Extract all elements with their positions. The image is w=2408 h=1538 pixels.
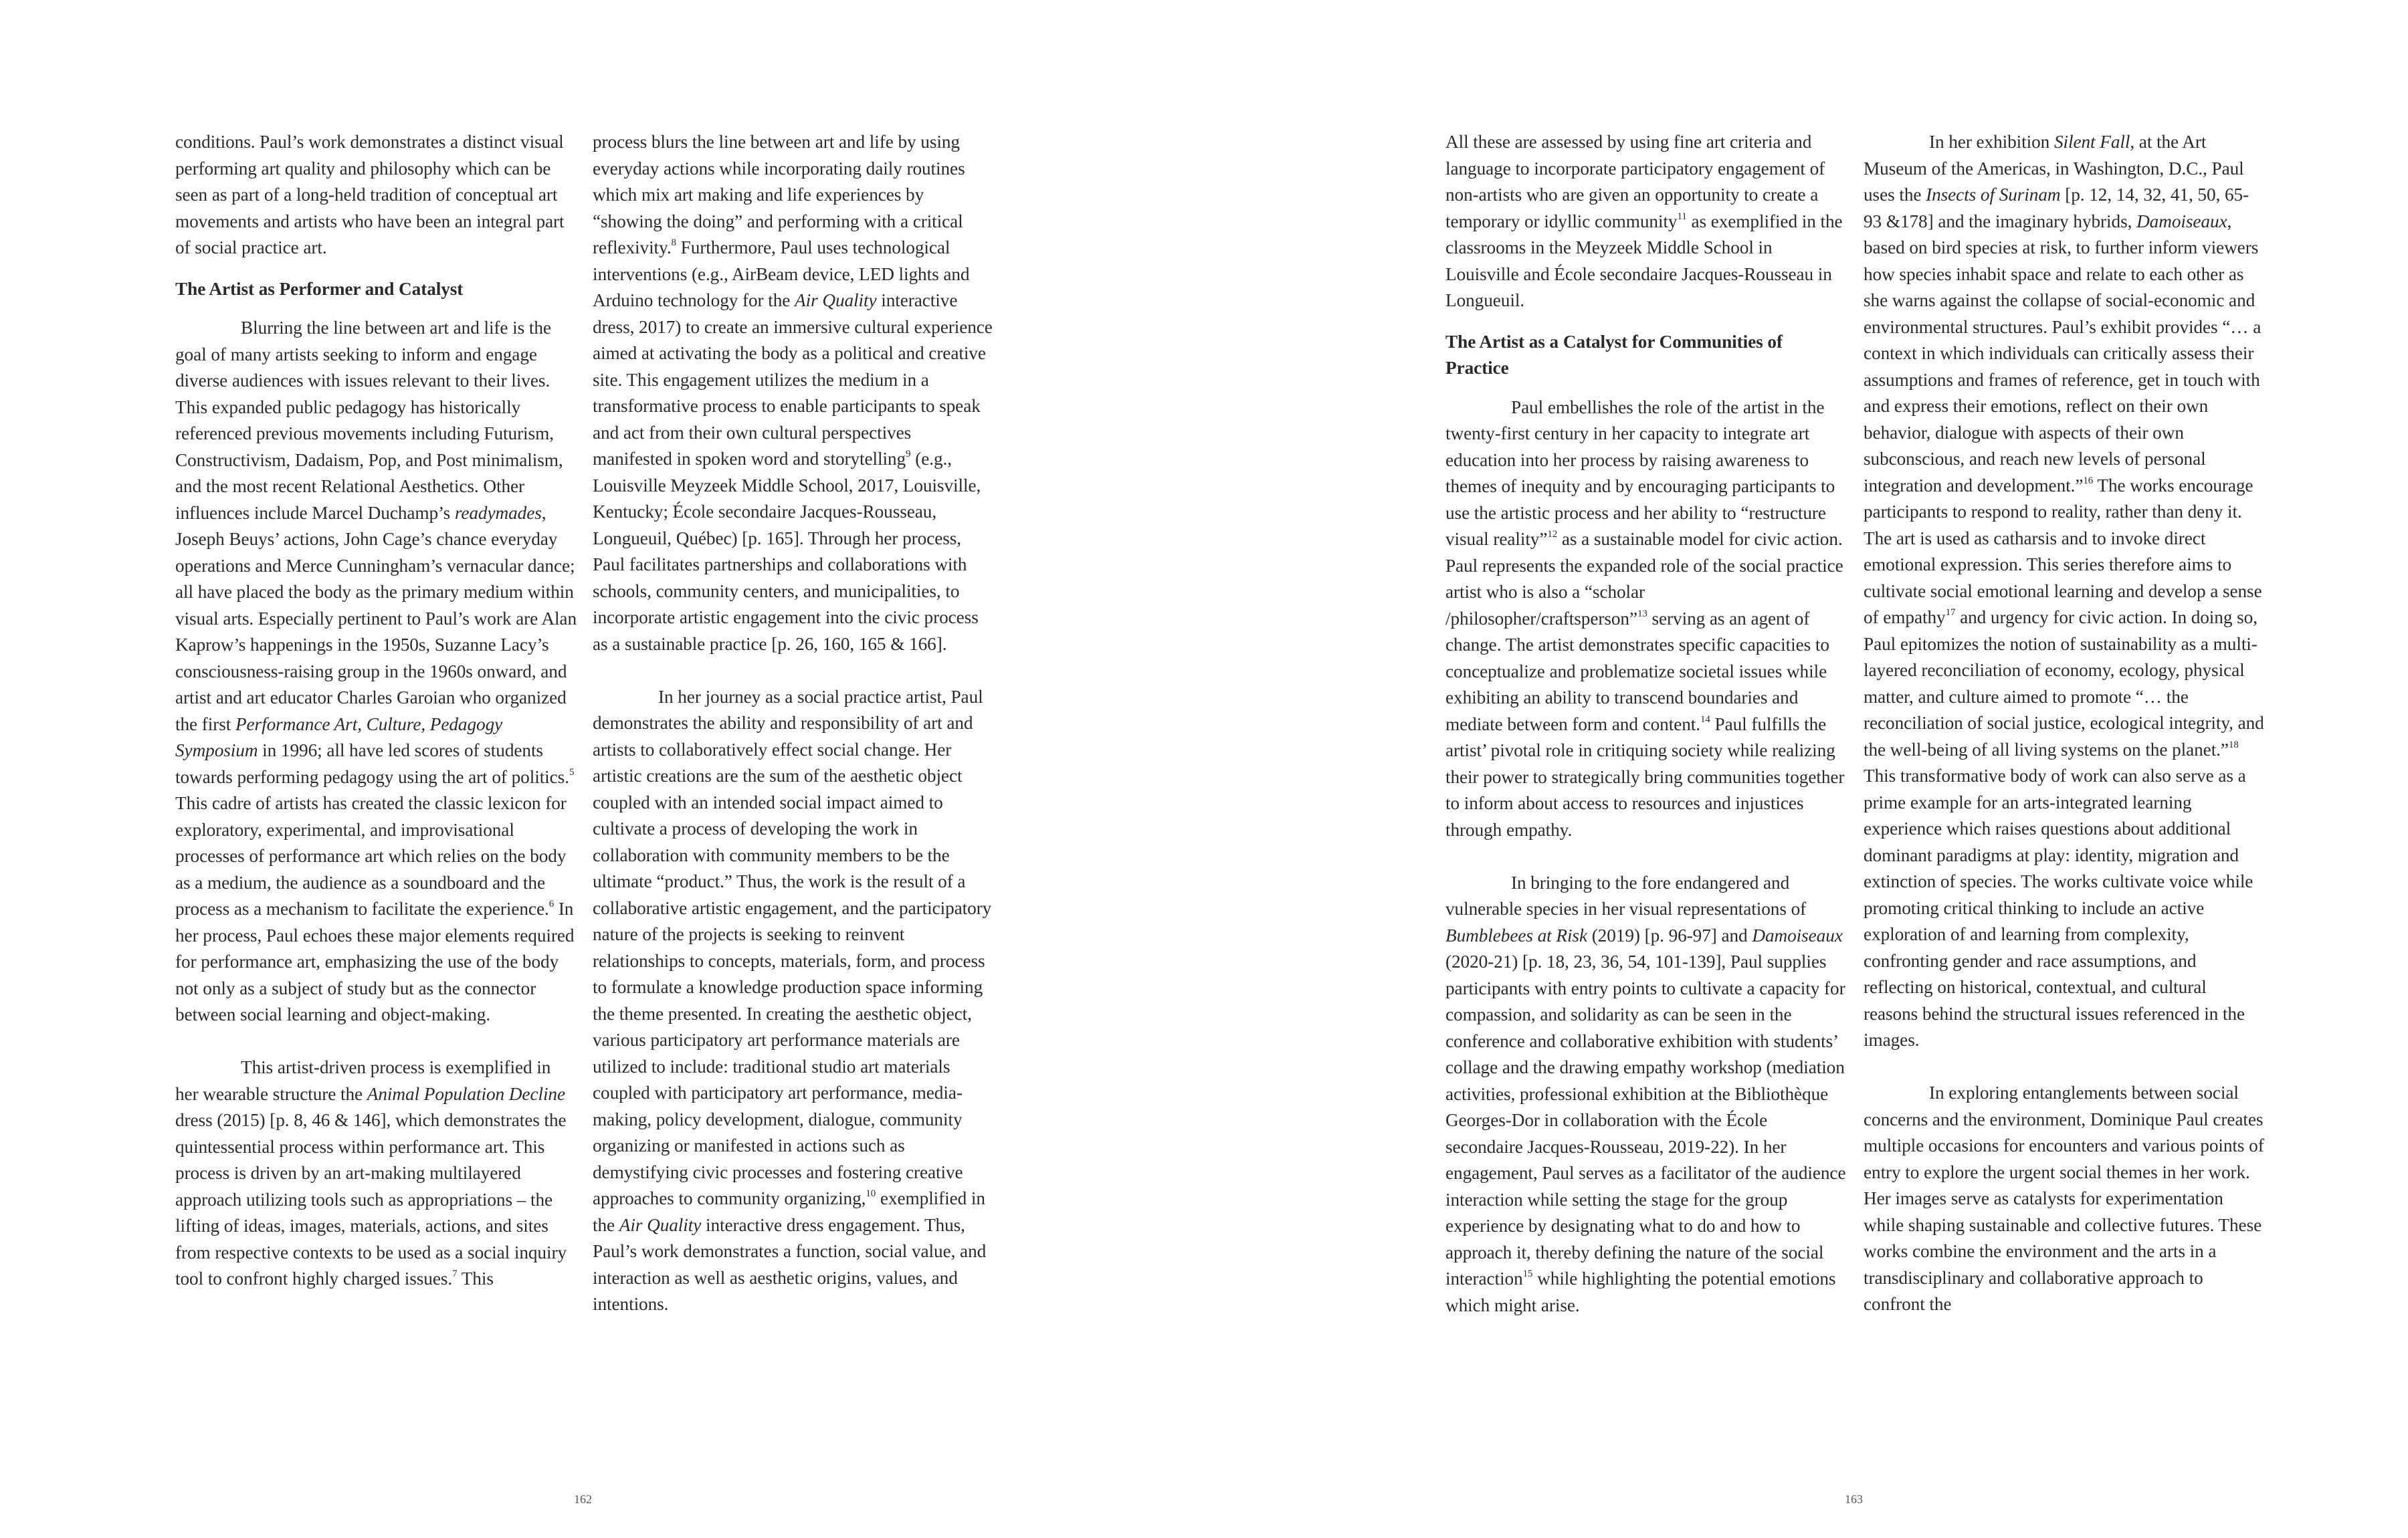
left-page-column-2 xyxy=(593,129,994,1318)
paragraph: All these are assessed by using fine art criteria and language to incorporate participatory engagement of non-artists who are given an opportunity to create a temporary or idyllic community$^{11}$ as exemplified in the classrooms in the Meyzeek Middle School in Louisville and École secondaire Jacques-Rousseau in Longueuil. xyxy=(1445,132,1843,310)
paragraph: In her journey as a social practice artist, Paul demonstrates the ability and responsibility of art and artists to collaboratively effect social change. Her artistic creations are the sum of the aesthetic object coupled with an intended social impact aimed to cultivate a process of developing the work in collaboration with community members to be the ultimate “product.” Thus, the work is the result of a collaborative artistic engagement, and the participatory nature of the projects is seeking to reinvent relationships to concepts, materials, form, and process to formulate a knowledge production space informing the theme presented. In creating the aesthetic object, various participatory art performance materials are utilized to include: traditional studio art materials coupled with participatory art performance, media-making, policy development, dialogue, community organizing or manifested in actions such as demystifying civic processes and fostering creative approaches to community organizing,$^{10}$ exemplified in the Air Quality interactive dress engagement. Thus, Paul’s work demonstrates a function, social value, and interaction as well as aesthetic origins, values, and intentions. xyxy=(593,686,992,1314)
right-page-column-1 xyxy=(1445,129,1847,1319)
footnote-ref: 12 xyxy=(1547,529,1558,540)
page-number-left: 162 xyxy=(574,1493,592,1506)
page-number-right: 163 xyxy=(1845,1493,1863,1506)
paragraph: In exploring entanglements between social concerns and the environment, Dominique Paul creates multiple occasions for encounters and various points of entry to explore the urgent social themes in her work. Her images serve as catalysts for experimentation while shaping sustainable and collective futures. These works combine the environment and the arts in a transdisciplinary and collaborative approach to confront the xyxy=(1864,1083,2264,1314)
footnote-ref: 16 xyxy=(2083,475,2094,486)
footnote-ref: 9 xyxy=(906,449,911,459)
paragraph: conditions. Paul’s work demonstrates a distinct visual performing art quality and philosophy which can be seen as part of a long-held tradition of conceptual art movements and artists who have been an integral part of social practice art. xyxy=(175,132,565,257)
footnote-ref: 14 xyxy=(1700,713,1710,725)
footnote-ref: 18 xyxy=(2228,739,2239,750)
italic-title: Animal Population Decline xyxy=(367,1083,565,1104)
footnote-ref: 10 xyxy=(866,1188,876,1199)
footnote-ref: 5 xyxy=(569,766,575,778)
italic-title: Damoiseaux xyxy=(2136,211,2227,231)
italic-title: Silent Fall, xyxy=(2053,132,2135,152)
footnote-ref: 11 xyxy=(1677,211,1687,222)
italic-title: readymades xyxy=(454,502,542,523)
italic-title: Air Quality xyxy=(795,290,877,310)
left-page-column-1 xyxy=(175,129,577,1293)
italic-title: Performance Art, Culture, Pedagogy Symposium xyxy=(175,713,503,760)
italic-title: Damoiseaux xyxy=(1752,925,1843,946)
footnote-ref: 7 xyxy=(452,1269,458,1279)
right-page-column-2 xyxy=(1864,129,2265,1318)
paragraph: In bringing to the fore endangered and vulnerable species in her visual representations of Bumblebees at Risk (2019) [p. 96-97] and Damoiseaux (2020-21) [p. 18, 23, 36, 54, 101-139], Paul supplies participants with entry points to cultivate a capacity for compassion, and solidarity as can be seen in the conference and collaborative exhibition with students’ collage and the drawing empathy workshop (mediation activities, professional exhibition at the Bibliothèque Georges-Dor in collaboration with the École secondaire Jacques-Rousseau, 2019-22). In her engagement, Paul serves as a facilitator of the audience interaction while setting the stage for the group experience by designating what to do and how to approach it, thereby defining the nature of the social interaction$^{15}$ while highlighting the potential emotions which might arise. xyxy=(1445,872,1846,1315)
footnote-ref: 13 xyxy=(1637,608,1647,619)
paragraph: This artist-driven process is exemplified in her wearable structure the Animal Population Decline dress (2015) [p. 8, 46 & 146], which demonstrates the quintessential process within performance art. This process is driven by an art-making multilayered approach utilizing tools such as appropriations – the lifting of ideas, images, materials, actions, and sites from respective contexts to be used as a social inquiry tool to confront highly charged issues.$^7$ This xyxy=(175,1057,567,1289)
footnote-ref: 8 xyxy=(671,237,676,248)
footnote-ref: 17 xyxy=(1945,607,1956,618)
footnote-ref: 15 xyxy=(1522,1269,1533,1279)
italic-title: Air Quality xyxy=(619,1214,702,1235)
paragraph: Paul embellishes the role of the artist in the twenty-first century in her capacity to integrate art education into her process by raising awareness to themes of inequity and by encouraging participants to use the artistic process and her ability to “restructure visual reality”$^{12}$ as a sustainable model for civic action. Paul represents the expanded role of the social practice artist who is also a “scholar /philosopher/craftsperson”$^{13}$ serving as an agent of change. The artist demonstrates specific capacities to conceptualize and problematize societal issues while exhibiting an ability to transcend boundaries and mediate between form and content.$^{14}$ Paul fulfills the artist’ pivotal role in critiquing society while realizing their power to strategically bring communities together to inform about access to resources and injustices through empathy. xyxy=(1445,397,1845,840)
paragraph: process blurs the line between art and life by using everyday actions while incorporating daily routines which mix art making and life experiences by “showing the doing” and performing with a critical reflexivity.$^8$ Furthermore, Paul uses technological interventions (e.g., AirBeam device, LED lights and Arduino technology for the Air Quality interactive dress, 2017) to create an immersive cultural experience aimed at activating the body as a political and creative site. This engagement utilizes the medium in a transformative process to enable participants to speak and act from their own cultural perspectives manifested in spoken word and storytelling$^9$ (e.g., Louisville Meyzeek Middle School, 2017, Louisville, Kentucky; École secondaire Jacques-Rousseau, Longueuil, Québec) [p. 165]. Through her process, Paul facilitates partnerships and collaborations with schools, community centers, and municipalities, to incorporate artistic engagement into the civic process as a sustainable practice [p. 26, 160, 165 & 166]. xyxy=(593,132,993,654)
italic-title: Insects of Surinam xyxy=(1926,185,2061,205)
section-heading-communities-of-practice: The Artist as a Catalyst for Communities of Practice xyxy=(1445,331,1783,378)
italic-title: Bumblebees at Risk xyxy=(1445,925,1587,946)
section-heading-performer-catalyst: The Artist as Performer and Catalyst xyxy=(175,278,464,299)
paragraph: Blurring the line between art and life is the goal of many artists seeking to inform and engage diverse audiences with issues relevant to their lives. This expanded public pedagogy has historically referenced previous movements including Futurism, Constructivism, Dadaism, Pop, and Post minimalism, and the most recent Relational Aesthetics. Other influences include Marcel Duchamp’s readymades, Joseph Beuys’ actions, John Cage’s chance everyday operations and Merce Cunningham’s vernacular dance; all have placed the body as the primary medium within visual arts. Especially pertinent to Paul’s work are Alan Kaprow’s happenings in the 1950s, Suzanne Lacy’s consciousness-raising group in the 1960s onward, and artist and art educator Charles Garoian who organized the first Performance Art, Culture, Pedagogy Symposium in 1996; all have led scores of students towards performing pedagogy using the art of politics.$^5$ This cadre of artists has created the classic lexicon for exploratory, experimental, and improvisational processes of performance art which relies on the body as a medium, the audience as a soundboard and the process as a mechanism to facilitate the experience.$^6$ In her process, Paul echoes these major elements required for performance art, emphasizing the use of the body not only as a subject of study but as the connector between social learning and object-making. xyxy=(175,318,577,1024)
footnote-ref: 6 xyxy=(548,899,555,909)
paragraph: In her exhibition Silent Fall, at the Art Museum of the Americas, in Washington, D.C., Paul uses the Insects of Surinam [p. 12, 14, 32, 41, 50, 65-93 &178] and the imaginary hybrids, Damoiseaux, based on bird species at risk, to further inform viewers how species inhabit space and relate to each other as she warns against the collapse of social-economic and environmental structures. Paul’s exhibit provides “… a context in which individuals can critically assess their assumptions and frames of reference, get in touch with and express their emotions, reflect on their own behavior, dialogue with aspects of their own subconscious, and reach new levels of personal integration and development.”$^{16}$ The works encourage participants to respond to reality, rather than deny it. The art is used as catharsis and to invoke direct emotional expression. This series therefore aims to cultivate social emotional learning and develop a sense of empathy$^{17}$ and urgency for civic action. In doing so, Paul epitomizes the notion of sustainability as a multi-layered reconciliation of economy, ecology, physical matter, and culture aimed to promote “… the reconciliation of social justice, ecological integrity, and the well-being of all living systems on the planet.”$^{18}$ This transformative body of work can also serve as a prime example for an arts-integrated learning experience which raises questions about additional dominant paradigms at play: identity, migration and extinction of species. The works cultivate voice while promoting critical thinking to include an active exploration of and learning from complexity, confronting gender and race assumptions, and reflecting on historical, contextual, and cultural reasons behind the structural issues referenced in the images. xyxy=(1864,132,2264,1050)
